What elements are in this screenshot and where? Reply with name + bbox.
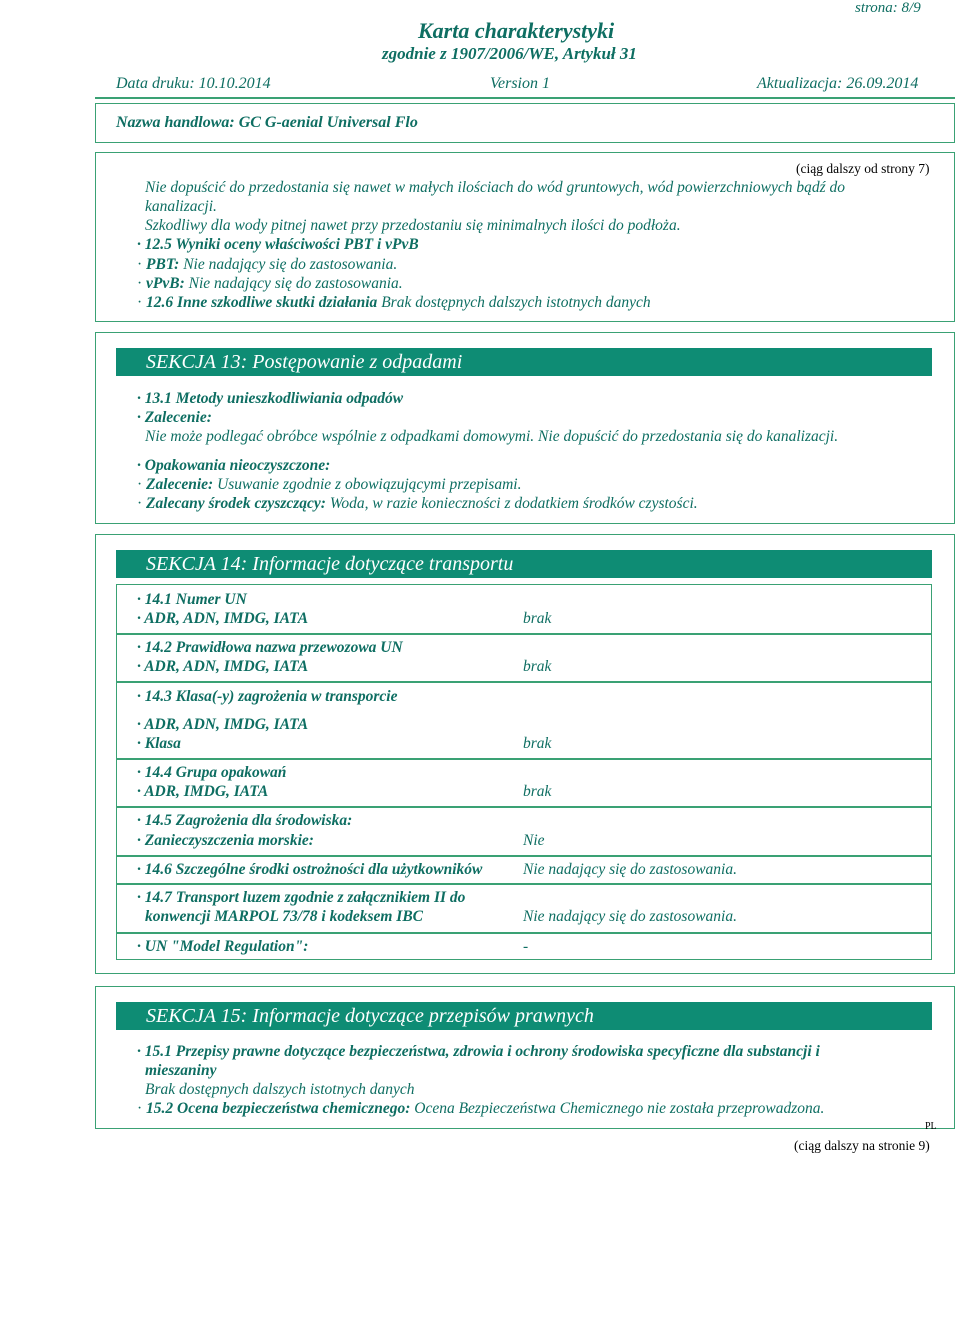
section-14-7-value: Nie nadający się do zastosowania.	[523, 908, 737, 925]
section-14-3-mode-text: ADR, ADN, IMDG, IATA	[144, 716, 309, 733]
section-14-2-text: 14.2 Prawidłowa nazwa przewozowa UN	[144, 639, 403, 656]
continued-on: (ciąg dalszy na stronie 9)	[794, 1138, 930, 1153]
section-14-1-heading	[137, 590, 247, 609]
recommendation-2-value: Usuwanie zgodnie z obowiązującymi przepisami.	[217, 476, 522, 493]
row-divider	[116, 681, 932, 683]
section-14-7-heading-line2: konwencji MARPOL 73/78 i kodeksem IBC	[145, 908, 424, 925]
un-model-regulation-value: -	[523, 938, 529, 955]
section-14-6-value: Nie nadający się do zastosowania.	[523, 861, 737, 878]
row-divider	[116, 806, 932, 808]
section-14-5-text: 14.5 Zagrożenia dla środowiska:	[144, 812, 353, 829]
header-divider	[95, 97, 955, 99]
section-14-5-heading	[137, 811, 352, 830]
pbt-label: PBT:	[146, 256, 180, 273]
section-14-4-mode-text: ADR, IMDG, IATA	[144, 783, 269, 800]
recommendation-label	[137, 408, 212, 427]
cleaning-agent-label: Zalecany środek czyszczący:	[146, 495, 326, 512]
section-14-6-text: 14.6 Szczególne środki ostrożności dla użytkowników	[144, 861, 483, 878]
section-12-p1-line1: Nie dopuścić do przedostania się nawet w małych ilościach do wód gruntowych, wód powierzchniowych bądź do	[145, 179, 846, 196]
section-12-5-text: 12.5 Wyniki oceny właściwości PBT i vPvB	[144, 236, 419, 253]
section-15-1-heading	[137, 1042, 820, 1061]
section-12-5-heading	[137, 235, 419, 254]
packaging-label-text: Opakowania nieoczyszczone:	[144, 457, 331, 474]
section-14-1-mode	[137, 609, 308, 628]
section-14-4-heading	[137, 763, 286, 782]
section-15-1-text-body: Brak dostępnych dalszych istotnych danych	[145, 1081, 415, 1098]
section-13-1-heading	[137, 389, 403, 408]
row-divider	[116, 932, 932, 934]
section-14-3-value: brak	[523, 735, 552, 752]
pbt-row	[137, 255, 397, 274]
recommendation-2-row	[137, 475, 521, 494]
cleaning-agent-row	[137, 494, 698, 513]
print-date: Data druku: 10.10.2014	[116, 75, 271, 92]
section-14-3-mode	[137, 715, 308, 734]
section-14-5-marine	[137, 831, 314, 850]
page-number: strona: 8/9	[855, 0, 921, 16]
section-12-6-value: Brak dostępnych dalszych istotnych danych	[381, 294, 651, 311]
section-13-title: SEKCJA 13: Postępowanie z odpadami	[116, 348, 932, 376]
trade-name-box	[95, 103, 955, 143]
packaging-label	[137, 456, 330, 475]
section-14-2-mode	[137, 657, 308, 676]
language-code: PL	[925, 1121, 937, 1132]
section-12-6-row	[137, 293, 651, 312]
section-14-3-text: 14.3 Klasa(-y) zagrożenia w transporcie	[144, 688, 398, 705]
update-date: Aktualizacja: 26.09.2014	[757, 75, 919, 92]
section-15-1-text: 15.1 Przepisy prawne dotyczące bezpieczeństwa, zdrowia i ochrony środowiska specyficzne dla substancji i	[144, 1043, 820, 1060]
section-14-title: SEKCJA 14: Informacje dotyczące transportu	[116, 550, 932, 578]
un-model-regulation-text: UN "Model Regulation":	[144, 938, 309, 955]
section-14-4-mode	[137, 782, 268, 801]
section-14-3-heading	[137, 687, 398, 706]
version: Version 1	[490, 75, 550, 92]
row-divider	[116, 855, 932, 857]
section-14-1-text: 14.1 Numer UN	[144, 591, 247, 608]
pbt-value: Nie nadający się do zastosowania.	[183, 256, 398, 273]
section-14-1-mode-text: ADR, ADN, IMDG, IATA	[144, 610, 309, 627]
section-15-1-heading-line2: mieszaniny	[145, 1062, 217, 1079]
cleaning-agent-value: Woda, w razie konieczności z dodatkiem środków czystości.	[329, 495, 698, 512]
section-14-3-class-text: Klasa	[144, 735, 181, 752]
section-15-2-row	[137, 1099, 824, 1118]
section-13-1-text: 13.1 Metody unieszkodliwiania odpadów	[144, 390, 404, 407]
section-14-4-text: 14.4 Grupa opakowań	[144, 764, 287, 781]
vpvb-value: Nie nadający się do zastosowania.	[188, 275, 403, 292]
section-14-4-value: brak	[523, 783, 552, 800]
section-15-2-value: Ocena Bezpieczeństwa Chemicznego nie została przeprowadzona.	[414, 1100, 825, 1117]
section-12-p2: Szkodliwy dla wody pitnej nawet przy przedostaniu się minimalnych ilości do podłoża.	[145, 217, 681, 234]
vpvb-label: vPvB:	[146, 275, 185, 292]
row-divider	[116, 758, 932, 760]
section-14-1-value: brak	[523, 610, 552, 627]
section-14-7-text: 14.7 Transport luzem zgodnie z załącznikiem II do	[144, 889, 466, 906]
section-14-3-class	[137, 734, 181, 753]
row-divider	[116, 883, 932, 885]
section-14-5-value: Nie	[523, 832, 545, 849]
trade-name: Nazwa handlowa: GC G-aenial Universal Flo	[116, 114, 418, 131]
row-divider	[116, 633, 932, 635]
section-14-5-marine-text: Zanieczyszczenia morskie:	[144, 832, 314, 849]
section-15-title: SEKCJA 15: Informacje dotyczące przepisów prawnych	[116, 1002, 932, 1030]
vpvb-row	[137, 274, 403, 293]
continued-from: (ciąg dalszy od strony 7)	[796, 161, 930, 176]
section-14-2-mode-text: ADR, ADN, IMDG, IATA	[144, 658, 309, 675]
section-14-2-value: brak	[523, 658, 552, 675]
section-12-p1-line2: kanalizacji.	[145, 198, 217, 215]
section-12-6-label: 12.6 Inne szkodliwe skutki działania	[146, 294, 378, 311]
section-14-2-heading	[137, 638, 403, 657]
recommendation-text: Nie może podlegać obróbce wspólnie z odpadkami domowymi. Nie dopuścić do przedostania się do kanalizacji.	[145, 428, 839, 445]
section-15-2-label: 15.2 Ocena bezpieczeństwa chemicznego:	[146, 1100, 411, 1117]
section-14-6-heading	[137, 860, 482, 879]
document-subtitle: zgodnie z 1907/2006/WE, Artykuł 31	[382, 44, 637, 63]
un-model-regulation-label	[137, 937, 308, 956]
recommendation-label-text: Zalecenie:	[144, 409, 212, 426]
section-14-7-heading	[137, 888, 465, 907]
document-title: Karta charakterystyki	[418, 18, 615, 43]
recommendation-2-label: Zalecenie:	[146, 476, 214, 493]
